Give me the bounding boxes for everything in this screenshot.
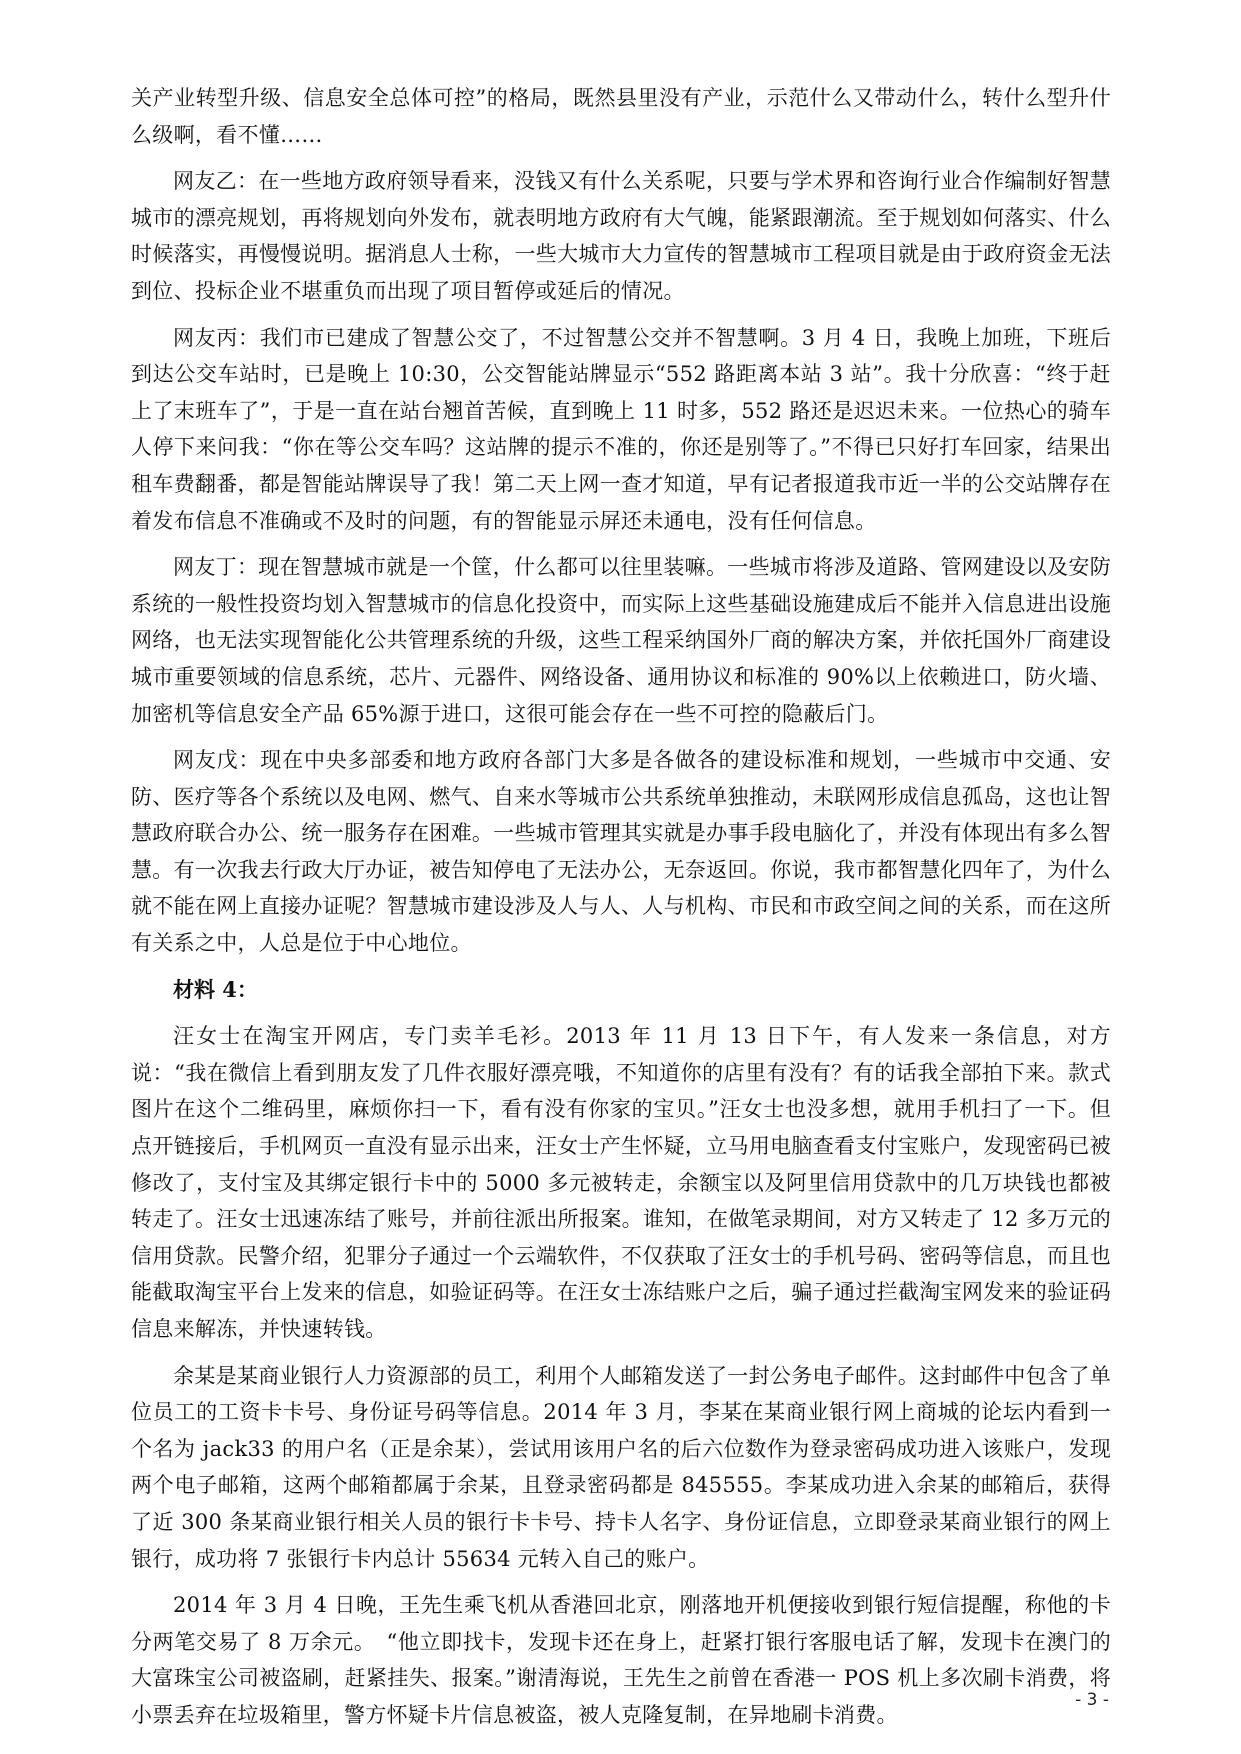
paragraph-netizen-ding: 网友丁：现在智慧城市就是一个筐，什么都可以往里装嘛。一些城市将涉及道路、管网建设以及安防系统的一般性投资均划入智慧城市的信息化投资中，而实际上这些基础设施建成后不能并入信息进出设施网络，也无法实现智能化公共管理系统的升级，这些工程采纳国外厂商的解决方案，并依托国外厂商建设城市重要领域的信息系统，芯片、元器件、网络设备、通用协议和标准的 90%以上依赖进口，防火墙、加密机等信息安全产品 65%源于进口，这很可能会存在一些不可控的隐蔽后门。 xyxy=(131,555,1111,726)
page-number: - 3 - xyxy=(1075,1690,1109,1710)
paragraph-case-wang: 汪女士在淘宝开网店，专门卖羊毛衫。2013 年 11 月 13 日下午，有人发来一条信息，对方说：“我在微信上看到朋友发了几件衣服好漂亮哦，不知道你的店里有没有？有的话我全部拍下来。款式图片在这个二维码里，麻烦你扫一下，看有没有你家的宝贝。”汪女士也没多想，就用手机扫了一下。但点开链接后，手机网页一直没有显示出来，汪女士产生怀疑，立马用电脑查看支付宝账户，发现密码已被修改了，支付宝及其绑定银行卡中的 5000 多元被转走，余额宝以及阿里信用贷款中的几万块钱也都被转走了。汪女士迅速冻结了账号，并前往派出所报案。谁知，在做笔录期间，对方又转走了 12 多万元的信用贷款。民警介绍，犯罪分子通过一个云端软件，不仅获取了汪女士的手机号码、密码等信息，而且也能截取淘宝平台上发来的信息，如验证码等。在汪女士冻结账户之后，骗子通过拦截淘宝网发来的验证码信息来解冻，并快速转钱。 xyxy=(131,1024,1111,1341)
paragraph-case-yu: 余某是某商业银行人力资源部的员工，利用个人邮箱发送了一封公务电子邮件。这封邮件中包含了单位员工的工资卡卡号、身份证号码等信息。2014 年 3 月，李某在某商业银行网上商城的论坛内看到一个名为 jack33 的用户名（正是余某），尝试用该用户名的后六位数作为登录密码成功进入该账户，发现两个电子邮箱，这两个邮箱都属于余某，且登录密码都是 845555。李某成功进入余某的邮箱后，获得了近 300 条某商业银行相关人员的银行卡卡号、持卡人名字、身份证信息，立即登录某商业银行的网上银行，成功将 7 张银行卡内总计 55634 元转入自己的账户。 xyxy=(131,1363,1111,1571)
paragraph-netizen-bing: 网友丙：我们市已建成了智慧公交了，不过智慧公交并不智慧啊。3 月 4 日，我晚上加班，下班后到达公交车站时，已是晚上 10:30，公交智能站牌显示“552 路距离本站 3 站”。我十分欣喜：“终于赶上了末班车了”，于是一直在站台翘首苦候，直到晚上 11 时多，552 路还是迟迟未来。一位热心的骑车人停下来问我：“你在等公交车吗？这站牌的提示不准的，你还是别等了。”不得已只好打车回家，结果出租车费翻番，都是智能站牌误导了我！第二天上网一查才知道，早有记者报道我市近一半的公交站牌存在着发布信息不准确或不及时的问题，有的智能显示屏还未通电，没有任何信息。 xyxy=(131,325,1111,533)
section-heading-material-4: 材料 4： xyxy=(173,976,258,1002)
paragraph-netizen-yi: 网友乙：在一些地方政府领导看来，没钱又有什么关系呢，只要与学术界和咨询行业合作编制好智慧城市的漂亮规划，再将规划向外发布，就表明地方政府有大气魄，能紧跟潮流。至于规划如何落实、什么时候落实，再慢慢说明。据消息人士称，一些大城市大力宣传的智慧城市工程项目就是由于政府资金无法到位、投标企业不堪重负而出现了项目暂停或延后的情况。 xyxy=(131,169,1111,303)
paragraph-case-wang-xiansheng: 2014 年 3 月 4 日晚，王先生乘飞机从香港回北京，刚落地开机便接收到银行短信提醒，称他的卡分两笔交易了 8 万余元。 “他立即找卡，发现卡还在身上，赶紧打银行客服电话了解，发现卡在澳门的大富珠宝公司被盗刷，赶紧挂失、报案。”谢清海说，王先生之前曾在香港一 POS 机上多次刷卡消费，将小票丢弃在垃圾箱里，警方怀疑卡片信息被盗，被人克隆复制，在异地刷卡消费。 xyxy=(131,1593,1111,1727)
paragraph-continuation: 关产业转型升级、信息安全总体可控”的格局，既然县里没有产业，示范什么又带动什么，转什么型升什么级啊，看不懂…… xyxy=(131,86,1111,147)
paragraph-netizen-wu: 网友戊：现在中央多部委和地方政府各部门大多是各做各的建设标准和规划，一些城市中交通、安防、医疗等各个系统以及电网、燃气、自来水等城市公共系统单独推动，未联网形成信息孤岛，这也让智慧政府联合办公、统一服务存在困难。一些城市管理其实就是办事手段电脑化了，并没有体现出有多么智慧。有一次我去行政大厅办证，被告知停电了无法办公，无奈返回。你说，我市都智慧化四年了，为什么就不能在网上直接办证呢？智慧城市建设涉及人与人、人与机构、市民和市政空间之间的关系，而在这所有关系之中，人总是位于中心地位。 xyxy=(131,748,1111,956)
document-body xyxy=(131,80,1111,1734)
